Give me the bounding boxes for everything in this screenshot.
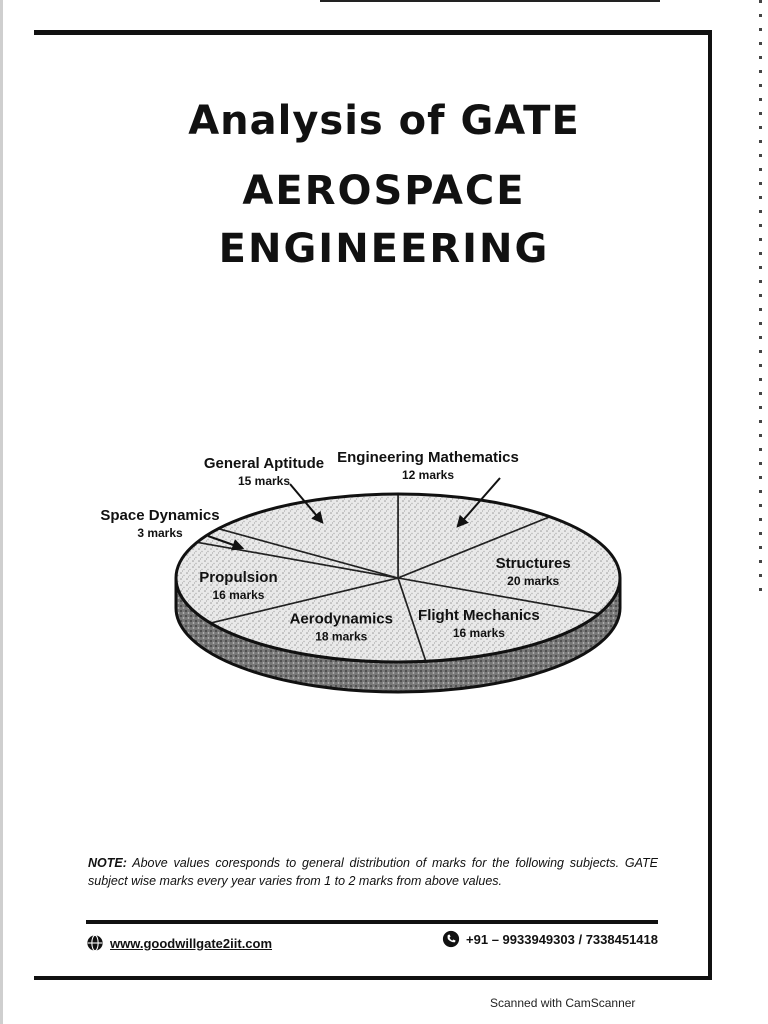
footer	[86, 930, 658, 954]
note-prefix: NOTE:	[88, 856, 127, 870]
pie-label-propulsion: Propulsion	[199, 568, 278, 586]
title-line-1: Analysis of GATE	[188, 98, 580, 144]
scanner-watermark: Scanned with CamScanner	[490, 996, 636, 1010]
pie-value-propulsion: 16 marks	[212, 587, 265, 602]
footer-rule	[86, 920, 658, 924]
pie-chart	[90, 440, 650, 770]
pie-value-engineering-mathematics: 12 marks	[401, 468, 455, 482]
phone-block	[442, 930, 658, 948]
globe-icon	[86, 934, 104, 952]
scan-top-line	[320, 0, 660, 2]
pie-label-flight-mechanics: Flight Mechanics	[418, 607, 540, 625]
website-link[interactable]: www.goodwillgate2iit.com	[110, 935, 273, 951]
note-text	[88, 854, 658, 890]
pie-value-aerodynamics: 18 marks	[315, 629, 368, 644]
note-body: Above values coresponds to general distribution of marks for the following subjects. GATE subject wise marks every year varies from 1 to 2 marks from above values.	[88, 856, 659, 888]
pie-value-flight-mechanics: 16 marks	[452, 626, 505, 641]
pie-label-aerodynamics: Aerodynamics	[289, 610, 393, 628]
phone-number[interactable]: +91 – 9933949303 / 7338451418	[466, 931, 658, 947]
pie-label-structures: Structures	[495, 555, 571, 573]
scan-left-edge	[0, 0, 3, 1024]
title-line-3: ENGINEERING	[218, 226, 550, 272]
phone-icon	[442, 930, 460, 948]
website-block	[86, 934, 272, 952]
pie-value-general-aptitude: 15 marks	[237, 474, 291, 488]
pie-label-engineering-mathematics: Engineering Mathematics	[337, 449, 519, 466]
pie-value-space-dynamics: 3 marks	[137, 526, 183, 540]
scan-right-edge	[759, 0, 762, 600]
title-line-2: AEROSPACE	[242, 168, 526, 214]
pie-label-space-dynamics: Space Dynamics	[100, 507, 220, 524]
pie-value-structures: 20 marks	[507, 574, 560, 589]
pie-label-general-aptitude: General Aptitude	[203, 455, 325, 472]
